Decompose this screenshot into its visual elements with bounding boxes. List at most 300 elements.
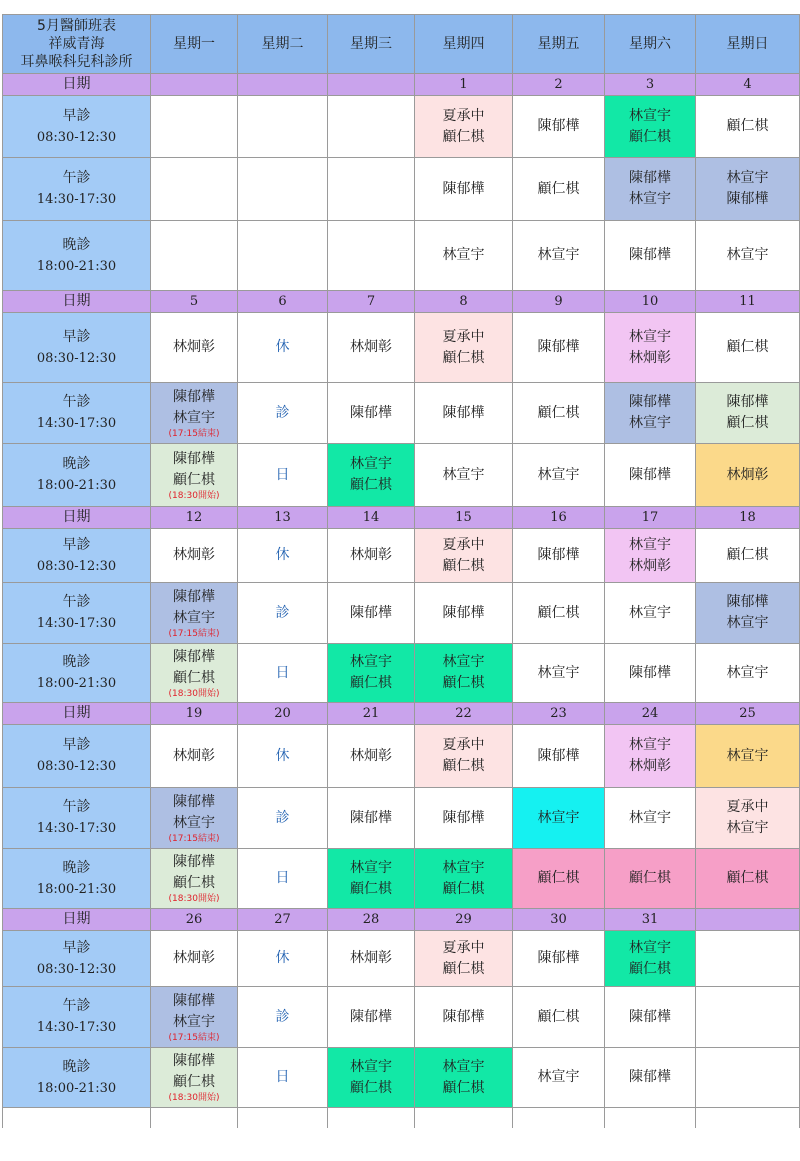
doctor-name: 林宣宇 [350, 859, 392, 876]
empty-cell [696, 1108, 800, 1128]
doctor-name: 夏承中 [442, 737, 485, 753]
doctor-name: 林宣宇 [726, 820, 769, 836]
shift-cell [415, 313, 513, 383]
date-cell: 17 [605, 507, 696, 529]
doctor-name: 顧仁棋 [629, 128, 671, 145]
session-label [3, 158, 151, 221]
header-row [3, 15, 800, 74]
doctor-name: 顧仁棋 [173, 1074, 215, 1090]
doctor-name: 林宣宇 [537, 664, 580, 681]
date-cell: 19 [151, 703, 238, 725]
date-row [3, 291, 800, 313]
closed-marker: 日 [275, 870, 290, 886]
doctor-name: 林宣宇 [537, 1069, 580, 1085]
session-row [3, 158, 800, 221]
doctor-name: 夏承中 [442, 107, 485, 124]
doctor-name: 陳郁樺 [350, 1008, 392, 1025]
doctor-name: 顧仁棋 [537, 180, 580, 197]
shift-cell [513, 849, 605, 909]
doctor-name: 陳郁樺 [726, 394, 769, 410]
session-name: 晚診 [62, 859, 91, 876]
shift-cell [151, 987, 238, 1048]
weekday-header: 星期二 [238, 15, 328, 74]
shift-cell [151, 96, 238, 158]
shift-cell [238, 313, 328, 383]
shift-cell [513, 221, 605, 291]
title-line: 5月醫師班表 [37, 18, 116, 34]
shift-cell [513, 583, 605, 644]
doctor-name: 顧仁棋 [726, 118, 769, 134]
doctor-name: 陳郁樺 [629, 664, 671, 681]
doctor-name: 林宣宇 [629, 604, 671, 621]
session-row [3, 725, 800, 788]
doctor-name: 夏承中 [442, 536, 485, 553]
doctor-name: 陳郁樺 [629, 1069, 671, 1085]
shift-cell [513, 444, 605, 507]
doctor-name: 陳郁樺 [629, 170, 671, 186]
weekday-header: 星期四 [415, 15, 513, 74]
date-cell: 9 [513, 291, 605, 313]
session-label [3, 987, 151, 1048]
closed-marker: 休 [275, 339, 290, 355]
weekday-header: 星期一 [151, 15, 238, 74]
date-cell: 3 [605, 74, 696, 96]
doctor-name: 林宣宇 [173, 1013, 215, 1030]
closed-marker: 診 [275, 809, 290, 826]
shift-cell [328, 313, 415, 383]
date-label: 日期 [3, 74, 151, 96]
shift-cell [238, 383, 328, 444]
doctor-name: 陳郁樺 [726, 191, 769, 207]
shift-cell [151, 444, 238, 507]
shift-cell [513, 529, 605, 583]
closed-marker: 休 [275, 747, 290, 764]
doctor-name: 林宣宇 [537, 247, 580, 263]
closed-marker: 日 [275, 466, 290, 483]
doctor-name: 林宣宇 [350, 456, 392, 472]
doctor-name: 陳郁樺 [629, 466, 671, 483]
closed-marker: 休 [275, 547, 290, 563]
closed-marker: 日 [275, 664, 290, 681]
shift-cell [151, 788, 238, 849]
shift-cell [151, 1048, 238, 1108]
doctor-name: 陳郁樺 [173, 588, 215, 605]
shift-cell [415, 221, 513, 291]
date-cell: 18 [696, 507, 800, 529]
doctor-name: 林宣宇 [537, 809, 580, 826]
doctor-name: 顧仁棋 [442, 675, 485, 691]
date-cell: 10 [605, 291, 696, 313]
session-time: 14:30-17:30 [36, 821, 117, 836]
date-cell: 12 [151, 507, 238, 529]
shift-cell [696, 1048, 800, 1108]
session-name: 午診 [62, 998, 91, 1014]
shift-cell [415, 444, 513, 507]
doctor-name: 陳郁樺 [350, 604, 392, 621]
session-name: 早診 [62, 536, 91, 553]
shift-note: (17:15結束) [168, 428, 220, 439]
session-row [3, 849, 800, 909]
date-cell: 22 [415, 703, 513, 725]
date-cell: 6 [238, 291, 328, 313]
shift-cell [328, 788, 415, 849]
session-row [3, 383, 800, 444]
shift-cell [415, 158, 513, 221]
shift-cell [415, 1048, 513, 1108]
shift-cell [605, 444, 696, 507]
doctor-name: 林炯彰 [629, 349, 671, 366]
shift-cell [513, 987, 605, 1048]
doctor-name: 陳郁樺 [350, 404, 392, 421]
session-name: 晚診 [62, 456, 91, 472]
date-cell [238, 74, 328, 96]
weekday-header: 星期日 [696, 15, 800, 74]
shift-cell [696, 444, 800, 507]
doctor-name: 顧仁棋 [726, 339, 769, 355]
shift-cell [328, 583, 415, 644]
doctor-name: 陳郁樺 [629, 247, 671, 263]
session-row [3, 583, 800, 644]
session-label [3, 444, 151, 507]
doctor-name: 顧仁棋 [537, 404, 580, 421]
shift-cell [513, 313, 605, 383]
shift-cell [605, 313, 696, 383]
doctor-name: 陳郁樺 [173, 793, 215, 810]
session-time: 18:00-21:30 [36, 258, 117, 274]
session-name: 早診 [62, 328, 91, 345]
shift-cell [238, 96, 328, 158]
shift-cell [513, 158, 605, 221]
shift-note: (18:30開始) [168, 688, 220, 699]
date-cell [328, 74, 415, 96]
session-time: 08:30-12:30 [36, 961, 117, 977]
doctor-name: 顧仁棋 [442, 1079, 485, 1096]
session-time: 14:30-17:30 [36, 616, 117, 631]
empty-cell [513, 1108, 605, 1128]
doctor-name: 林炯彰 [173, 547, 215, 563]
session-row [3, 96, 800, 158]
shift-cell [513, 383, 605, 444]
doctor-name: 陳郁樺 [173, 992, 215, 1009]
shift-cell [238, 444, 328, 507]
doctor-name: 陳郁樺 [537, 950, 580, 966]
date-row [3, 909, 800, 931]
shift-cell [328, 444, 415, 507]
date-cell: 21 [328, 703, 415, 725]
date-cell: 8 [415, 291, 513, 313]
date-cell: 30 [513, 909, 605, 931]
shift-cell [415, 96, 513, 158]
doctor-name: 陳郁樺 [537, 747, 580, 764]
shift-cell [328, 383, 415, 444]
session-row [3, 644, 800, 703]
shift-cell [415, 788, 513, 849]
date-label: 日期 [3, 291, 151, 313]
doctor-name: 林宣宇 [629, 328, 671, 345]
doctor-name: 顧仁棋 [173, 669, 215, 686]
date-cell: 31 [605, 909, 696, 931]
doctor-name: 林宣宇 [726, 664, 769, 681]
date-cell: 29 [415, 909, 513, 931]
date-cell: 26 [151, 909, 238, 931]
shift-cell [696, 987, 800, 1048]
doctor-name: 林炯彰 [726, 466, 769, 483]
doctor-name: 顧仁棋 [537, 604, 580, 621]
shift-cell [605, 644, 696, 703]
session-label [3, 313, 151, 383]
shift-cell [328, 849, 415, 909]
closed-marker: 診 [275, 1008, 290, 1025]
doctor-name: 林宣宇 [726, 247, 769, 263]
doctor-name: 夏承中 [726, 799, 769, 815]
session-name: 午診 [62, 594, 91, 610]
doctor-name: 顧仁棋 [726, 547, 769, 563]
shift-cell [696, 313, 800, 383]
shift-cell [696, 725, 800, 788]
shift-cell [605, 158, 696, 221]
session-time: 08:30-12:30 [36, 350, 117, 366]
date-cell: 11 [696, 291, 800, 313]
doctor-name: 顧仁棋 [350, 1079, 392, 1096]
doctor-name: 林宣宇 [629, 415, 671, 431]
doctor-name: 林宣宇 [350, 654, 392, 670]
session-row [3, 313, 800, 383]
doctor-name: 林炯彰 [173, 950, 215, 966]
shift-cell [415, 987, 513, 1048]
doctor-name: 林炯彰 [350, 339, 392, 355]
shift-cell [513, 644, 605, 703]
date-cell [696, 909, 800, 931]
empty-cell [328, 1108, 415, 1128]
shift-cell [513, 725, 605, 788]
closed-marker: 診 [275, 604, 290, 621]
date-cell [151, 74, 238, 96]
doctor-name: 顧仁棋 [350, 477, 392, 493]
shift-cell [238, 221, 328, 291]
shift-cell [605, 583, 696, 644]
doctor-name: 顧仁棋 [537, 1008, 580, 1025]
session-name: 晚診 [62, 236, 91, 253]
doctor-name: 陳郁樺 [350, 809, 392, 826]
shift-cell [605, 987, 696, 1048]
closed-marker: 診 [275, 404, 290, 421]
doctor-name: 陳郁樺 [537, 118, 580, 134]
doctor-name: 陳郁樺 [442, 1008, 485, 1025]
shift-cell [238, 788, 328, 849]
shift-note: (17:15結束) [168, 628, 220, 639]
weekday-header: 星期三 [328, 15, 415, 74]
session-row [3, 788, 800, 849]
doctor-name: 林宣宇 [442, 466, 485, 483]
doctor-name: 林宣宇 [173, 609, 215, 626]
doctor-name: 顧仁棋 [726, 870, 769, 886]
doctor-name: 陳郁樺 [442, 604, 485, 621]
schedule-table [2, 14, 800, 1128]
shift-cell [605, 96, 696, 158]
session-name: 午診 [62, 394, 91, 410]
shift-cell [238, 849, 328, 909]
session-label [3, 529, 151, 583]
doctor-name: 林宣宇 [726, 615, 769, 631]
shift-cell [696, 383, 800, 444]
doctor-name: 林宣宇 [173, 814, 215, 831]
date-row [3, 703, 800, 725]
shift-cell [415, 849, 513, 909]
session-time: 18:00-21:30 [36, 478, 117, 493]
date-cell: 16 [513, 507, 605, 529]
shift-cell [151, 644, 238, 703]
shift-cell [151, 583, 238, 644]
date-label: 日期 [3, 507, 151, 529]
doctor-name: 夏承中 [442, 939, 485, 956]
shift-cell [696, 849, 800, 909]
date-cell: 7 [328, 291, 415, 313]
date-cell: 25 [696, 703, 800, 725]
shift-cell [415, 644, 513, 703]
doctor-name: 陳郁樺 [173, 854, 215, 870]
date-cell: 15 [415, 507, 513, 529]
shift-cell [605, 849, 696, 909]
shift-cell [328, 221, 415, 291]
date-row [3, 507, 800, 529]
doctor-name: 林宣宇 [629, 107, 671, 124]
session-time: 08:30-12:30 [36, 129, 117, 145]
title-line: 祥威青海 [48, 36, 105, 52]
doctor-name: 林宣宇 [629, 536, 671, 553]
session-label [3, 644, 151, 703]
session-row [3, 987, 800, 1048]
shift-cell [696, 583, 800, 644]
doctor-name: 林宣宇 [537, 466, 580, 483]
doctor-name: 顧仁棋 [173, 471, 215, 488]
doctor-name: 陳郁樺 [442, 404, 485, 421]
date-cell: 13 [238, 507, 328, 529]
shift-cell [696, 96, 800, 158]
doctor-name: 林宣宇 [726, 170, 769, 186]
date-label: 日期 [3, 909, 151, 931]
shift-cell [415, 931, 513, 987]
shift-cell [151, 221, 238, 291]
doctor-name: 陳郁樺 [537, 339, 580, 355]
doctor-name: 顧仁棋 [537, 870, 580, 886]
doctor-name: 陳郁樺 [173, 1053, 215, 1069]
shift-cell [605, 1048, 696, 1108]
doctor-name: 陳郁樺 [629, 394, 671, 410]
doctor-name: 林宣宇 [173, 409, 215, 426]
shift-cell [328, 987, 415, 1048]
empty-cell [151, 1108, 238, 1128]
doctor-name: 顧仁棋 [350, 880, 392, 897]
shift-cell [238, 725, 328, 788]
doctor-name: 顧仁棋 [442, 758, 485, 774]
session-time: 08:30-12:30 [36, 759, 117, 774]
shift-cell [415, 583, 513, 644]
doctor-name: 陳郁樺 [629, 1008, 671, 1025]
doctor-name: 林炯彰 [350, 950, 392, 966]
empty-cell [415, 1108, 513, 1128]
shift-cell [513, 931, 605, 987]
shift-cell [151, 158, 238, 221]
shift-cell [605, 383, 696, 444]
session-row [3, 1048, 800, 1108]
doctor-name: 林炯彰 [350, 547, 392, 563]
empty-cell [3, 1108, 151, 1128]
shift-cell [415, 725, 513, 788]
session-name: 午診 [62, 170, 91, 186]
shift-cell [238, 158, 328, 221]
shift-cell [696, 221, 800, 291]
date-cell: 24 [605, 703, 696, 725]
shift-cell [238, 529, 328, 583]
shift-note: (17:15結束) [168, 1032, 220, 1043]
doctor-name: 顧仁棋 [726, 415, 769, 431]
shift-cell [328, 931, 415, 987]
session-row [3, 221, 800, 291]
session-label [3, 221, 151, 291]
shift-cell [328, 529, 415, 583]
doctor-name: 顧仁棋 [442, 128, 485, 145]
shift-cell [328, 725, 415, 788]
shift-cell [513, 1048, 605, 1108]
closed-marker: 休 [275, 950, 290, 966]
date-row [3, 74, 800, 96]
empty-cell [605, 1108, 696, 1128]
doctor-name: 林宣宇 [629, 809, 671, 826]
doctor-name: 陳郁樺 [173, 648, 215, 665]
weekday-header: 星期五 [513, 15, 605, 74]
session-row [3, 444, 800, 507]
doctor-name: 林宣宇 [442, 859, 485, 876]
date-cell: 4 [696, 74, 800, 96]
session-name: 晚診 [62, 654, 91, 670]
shift-cell [605, 221, 696, 291]
shift-cell [415, 383, 513, 444]
session-name: 晚診 [62, 1058, 91, 1075]
session-name: 早診 [62, 737, 91, 753]
doctor-name: 顧仁棋 [350, 675, 392, 691]
shift-cell [696, 788, 800, 849]
session-label [3, 725, 151, 788]
session-time: 08:30-12:30 [36, 558, 117, 574]
session-time: 18:00-21:30 [36, 881, 117, 897]
session-name: 早診 [62, 107, 91, 124]
doctor-name: 陳郁樺 [173, 450, 215, 467]
shift-cell [696, 529, 800, 583]
trailing-row [3, 1108, 800, 1128]
date-cell: 27 [238, 909, 328, 931]
session-name: 午診 [62, 799, 91, 815]
shift-note: (18:30開始) [168, 490, 220, 501]
session-time: 14:30-17:30 [36, 1020, 117, 1035]
shift-cell [238, 931, 328, 987]
doctor-name: 顧仁棋 [629, 960, 671, 977]
shift-cell [513, 96, 605, 158]
shift-cell [605, 725, 696, 788]
session-time: 18:00-21:30 [36, 676, 117, 691]
doctor-name: 林炯彰 [350, 747, 392, 764]
schedule-title [3, 15, 151, 74]
shift-cell [151, 313, 238, 383]
doctor-name: 林宣宇 [442, 1058, 485, 1075]
session-time: 18:00-21:30 [36, 1080, 117, 1096]
doctor-name: 林宣宇 [629, 191, 671, 207]
shift-cell [415, 529, 513, 583]
doctor-name: 林宣宇 [350, 1058, 392, 1075]
doctor-name: 顧仁棋 [629, 870, 671, 886]
date-cell: 28 [328, 909, 415, 931]
closed-marker: 日 [275, 1069, 290, 1085]
shift-cell [328, 158, 415, 221]
